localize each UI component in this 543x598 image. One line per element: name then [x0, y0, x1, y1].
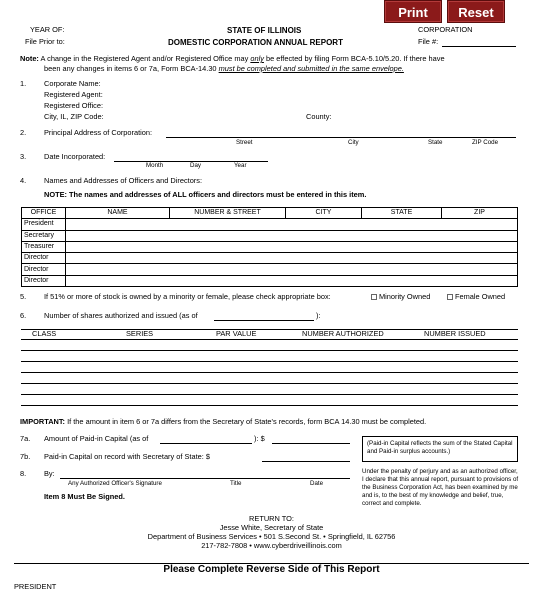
president-label: PRESIDENT [14, 582, 57, 591]
item-6-number: 6. [20, 311, 27, 320]
state-title: STATE OF ILLINOIS [227, 26, 302, 35]
officers-note: NOTE: The names and addresses of ALL officers and directors must be entered in this item. [44, 190, 367, 199]
perjury-statement: Under the penalty of perjury and as an authorized officer, I declare that this annual report, pursuant to provisions of the Business Corporation Act, has been examined by me and is, to the best of my knowledge and belief, true, correct and complete. [362, 468, 519, 508]
note-line-1 [20, 55, 445, 64]
shares-row-line[interactable] [21, 361, 518, 362]
column-header: ZIP [442, 208, 518, 219]
must-be-signed-note: Item 8 Must Be Signed. [44, 492, 125, 501]
paid-in-capital-amount-field[interactable] [272, 443, 350, 444]
number-issued-header: NUMBER ISSUED [424, 329, 486, 338]
name-field[interactable] [66, 241, 518, 252]
item-8-number: 8. [20, 469, 27, 478]
registered-agent-label: Registered Agent: [44, 90, 103, 99]
female-owned-option[interactable] [447, 293, 505, 302]
return-to-label: RETURN TO: [249, 514, 294, 523]
reverse-side-notice: Please Complete Reverse Side of This Report [163, 564, 380, 575]
shares-row-line[interactable] [21, 394, 518, 395]
number-authorized-header: NUMBER AUTHORIZED [302, 329, 384, 338]
paid-in-record-amount-field[interactable] [262, 461, 350, 462]
office-cell: Director [22, 253, 66, 264]
principal-address-label: Principal Address of Corporation: [44, 128, 153, 137]
column-header: STATE [362, 208, 442, 219]
office-cell: Treasurer [22, 241, 66, 252]
item-2-number: 2. [20, 128, 27, 137]
city-caption: City [348, 139, 359, 146]
shares-row-line[interactable] [21, 383, 518, 384]
important-label: IMPORTANT: [20, 417, 66, 426]
item-1-number: 1. [20, 79, 27, 88]
shares-row-line[interactable] [21, 405, 518, 406]
paid-in-capital-note: (Paid-in Capital reflects the sum of the Stated Capital and Paid-in surplus accounts.) [362, 436, 518, 462]
important-text: If the amount in item 6 or 7a differs from the Secretary of State's records, form BCA 14.30 must be completed. [67, 417, 427, 426]
ownership-label: If 51% or more of stock is owned by a minority or female, please check appropriate box: [44, 292, 331, 301]
office-cell: Secretary [22, 230, 66, 241]
file-number-field[interactable] [442, 46, 516, 47]
table-row [22, 241, 518, 252]
file-number-label: File #: [418, 37, 439, 46]
paid-in-capital-label: Amount of Paid-in Capital (as of [44, 434, 149, 443]
class-header: CLASS [32, 329, 57, 338]
officers-table [21, 207, 518, 287]
officers-directors-label: Names and Addresses of Officers and Directors: [44, 176, 203, 185]
shares-row-line[interactable] [21, 372, 518, 373]
name-field[interactable] [66, 264, 518, 275]
shares-label-end: ): [316, 311, 321, 320]
column-header: NUMBER & STREET [170, 208, 286, 219]
contact-info: 217-782-7808 • www.cyberdriveillinois.com [201, 541, 342, 550]
name-field[interactable] [66, 253, 518, 264]
item-4-number: 4. [20, 176, 27, 185]
table-row [22, 275, 518, 286]
item-5-number: 5. [20, 292, 27, 301]
office-cell: President [22, 219, 66, 230]
item-7a-number: 7a. [20, 434, 31, 443]
office-cell: Director [22, 264, 66, 275]
important-notice [20, 418, 426, 427]
reset-button[interactable]: Reset [447, 0, 505, 23]
shares-row-line[interactable] [21, 350, 518, 351]
female-owned-checkbox[interactable] [447, 294, 453, 300]
principal-address-field[interactable] [166, 137, 516, 138]
column-header: NAME [66, 208, 170, 219]
minority-owned-label: Minority Owned [379, 292, 431, 301]
day-caption: Day [190, 162, 202, 169]
item-7b-number: 7b. [20, 452, 31, 461]
note-text-1: A change in the Registered Agent and/or Registered Office may [40, 54, 249, 63]
table-row [22, 253, 518, 264]
item-3-number: 3. [20, 152, 27, 161]
month-caption: Month [146, 162, 164, 169]
title-caption: Title [230, 480, 242, 487]
paid-in-record-label: Paid-in Capital on record with Secretary of State: $ [44, 452, 210, 461]
par-value-header: PAR VALUE [216, 329, 257, 338]
column-header: CITY [286, 208, 362, 219]
corporate-name-label: Corporate Name: [44, 79, 101, 88]
shares-row-line[interactable] [21, 339, 518, 340]
minority-owned-option[interactable] [371, 293, 430, 302]
name-field[interactable] [66, 275, 518, 286]
note-only: only [250, 54, 264, 63]
table-row [22, 230, 518, 241]
table-row [22, 219, 518, 230]
officers-table-header [22, 208, 518, 219]
note-text-2: be effected by filing Form BCA-5.10/5.20. If there have [265, 54, 445, 63]
form-title: DOMESTIC CORPORATION ANNUAL REPORT [168, 38, 343, 47]
note-text-3: been any changes in items 6 or 7a, Form BCA-14.30 [44, 64, 217, 73]
series-header: SERIES [126, 329, 154, 338]
column-header: OFFICE [22, 208, 66, 219]
signature-caption: Any Authorized Officer's Signature [68, 480, 162, 487]
shares-date-field[interactable] [214, 320, 314, 321]
city-zip-label: City, IL, ZIP Code: [44, 112, 104, 121]
female-owned-label: Female Owned [455, 292, 506, 301]
print-button[interactable]: Print [384, 0, 442, 23]
name-field[interactable] [66, 219, 518, 230]
name-field[interactable] [66, 230, 518, 241]
paid-in-capital-mid: ): $ [254, 434, 265, 443]
date-incorporated-label: Date Incorporated: [44, 152, 106, 161]
secretary-name: Jesse White, Secretary of State [219, 523, 324, 532]
file-prior-to-label: File Prior to: [25, 37, 65, 46]
note-label: Note: [20, 54, 39, 63]
paid-in-capital-date-field[interactable] [160, 443, 252, 444]
signature-field[interactable] [60, 478, 350, 479]
street-caption: Street [236, 139, 253, 146]
state-caption: State [428, 139, 443, 146]
department-address: Department of Business Services • 501 S.Second St. • Springfield, IL 62756 [147, 532, 396, 541]
year-of-label: YEAR OF: [30, 25, 65, 34]
year-caption: Year [234, 162, 247, 169]
note-line-2 [44, 65, 404, 74]
note-emphasis: must be completed and submitted in the same envelope. [218, 64, 404, 73]
minority-owned-checkbox[interactable] [371, 294, 377, 300]
registered-office-label: Registered Office: [44, 101, 104, 110]
county-label: County: [306, 112, 332, 121]
date-caption: Date [310, 480, 324, 487]
table-row [22, 264, 518, 275]
by-label: By: [44, 469, 55, 478]
office-cell: Director [22, 275, 66, 286]
zip-caption: ZIP Code [472, 139, 499, 146]
corporation-label: CORPORATION [418, 25, 473, 34]
shares-label: Number of shares authorized and issued (as of [44, 311, 198, 320]
